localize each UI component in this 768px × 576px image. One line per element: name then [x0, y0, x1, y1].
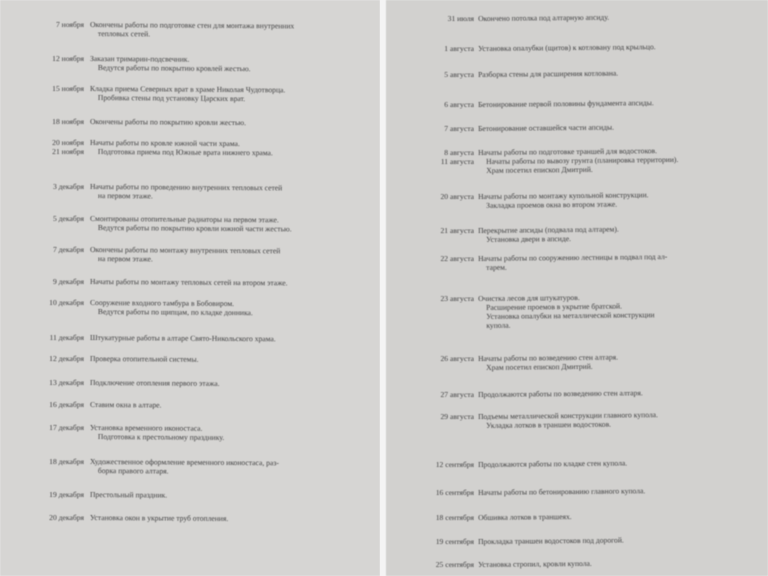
entry-date-line: 18 ноября	[52, 117, 84, 126]
entry-text-line: Начаты работы по вывозу грунта (планировка территории).	[486, 154, 679, 166]
entry-date-line: 1 августа	[444, 44, 474, 53]
entry-date	[8, 138, 84, 156]
entry-text-line: Окончены работы по подготовке стен для монтажа внутренних	[89, 20, 295, 31]
entry-text	[478, 145, 758, 175]
entry-text	[90, 138, 350, 158]
entry-text-line: Окончено потолка под алтарную апсиду.	[478, 12, 610, 23]
entry-text-line: Ставим окна в алтаре.	[89, 400, 162, 410]
entry-date	[8, 333, 84, 342]
entry-text	[90, 423, 350, 443]
entry-date-line: 29 августа	[440, 412, 474, 421]
entry-text	[90, 277, 350, 288]
entry-text	[478, 557, 758, 569]
entry-text-line: Подготовка приема под Южные врата нижнего храма.	[97, 147, 273, 158]
entry-text-line: Установка временного иконостаса.	[89, 423, 203, 433]
entry-text-line: Обшивка лотков в траншеях.	[478, 512, 572, 522]
entry-text	[90, 84, 350, 104]
entry-date-line: 18 сентября	[435, 513, 474, 522]
entry-text-line: Штукатурные работы в алтаре Свято-Никольского храма.	[89, 333, 276, 344]
entry-date-line: 11 августа	[440, 157, 474, 166]
entry-date	[8, 457, 84, 466]
entry-text-line: Продолжаются работы по возведению стен алтаря.	[478, 388, 643, 399]
entry-date	[8, 245, 84, 254]
entry-date	[8, 214, 84, 223]
entry-text-line: Начаты работы по монтажу тепловых сетей на втором этаже.	[89, 277, 288, 288]
entry-text-line: Начаты работы по возведению стен алтаря.	[478, 352, 619, 363]
entry-date	[8, 490, 84, 499]
entry-date-line: 22 августа	[440, 254, 474, 263]
entry-date	[398, 354, 474, 363]
entry-text	[90, 245, 350, 265]
left-page	[0, 0, 380, 576]
entry-text	[90, 400, 350, 411]
entry-text	[478, 409, 758, 430]
entry-text-line: Закладка проемов окна во втором этаже.	[486, 199, 618, 210]
entry-text	[90, 490, 350, 501]
entry-date-line: 11 декабря	[49, 333, 84, 342]
entry-date	[398, 513, 474, 522]
entry-date-line: 19 сентября	[435, 537, 474, 546]
entry-date	[398, 44, 474, 53]
entry-text-line: Ведутся работы по покрытию кровли южной части жестью.	[97, 223, 292, 234]
entry-text-line: Храм посетил епископ Дмитрий.	[486, 361, 593, 372]
entry-text	[478, 251, 758, 272]
entry-text-line: Расширение проемов в укрытие братской.	[486, 301, 623, 312]
entry-date-line: 9 декабря	[52, 277, 84, 286]
entry-date-line: 20 августа	[440, 192, 474, 201]
entry-date	[398, 412, 474, 421]
entry-date-line: 12 сентября	[435, 460, 474, 469]
entry-date-line: 3 декабря	[52, 182, 84, 191]
entry-text-line: Кладка приема Северных врат в храме Николая Чудотворца.	[89, 84, 286, 95]
entry-text-line: Проверка отопительной системы.	[89, 354, 199, 364]
entry-date-line: 25 сентября	[435, 560, 474, 569]
entry-text-line: Подключение отопления первого этажа.	[89, 378, 220, 388]
entry-text	[90, 457, 350, 477]
entry-date	[8, 117, 84, 126]
entry-text-line: тепловых сетей.	[97, 29, 151, 39]
entry-date	[398, 124, 474, 133]
entry-date-line: 8 августа	[444, 148, 474, 157]
entry-date-line: 7 ноября	[55, 20, 84, 29]
entry-date	[398, 70, 474, 79]
entry-date	[398, 14, 474, 23]
entry-date	[8, 298, 84, 307]
entry-text-line: Пробивка стены под установку Царских врат.	[97, 93, 246, 104]
entry-text	[90, 182, 350, 202]
entry-text	[90, 214, 350, 234]
entry-text-line: борка правого алтаря.	[97, 466, 169, 476]
entry-date	[8, 513, 84, 522]
entry-date-line: 12 ноября	[52, 54, 84, 63]
entry-date	[8, 54, 84, 63]
entry-date	[8, 277, 84, 286]
entry-text-line: Установка окон в укрытие труб отопления.	[89, 513, 229, 523]
entry-date	[8, 423, 84, 432]
entry-date-line: 17 декабря	[49, 423, 84, 432]
entry-date-line: 16 декабря	[49, 400, 84, 409]
entry-text-line: Установка опалубки (щитов) к котловану под крыльцо.	[478, 42, 656, 53]
entry-date-line: 19 декабря	[49, 490, 84, 499]
entry-text	[90, 117, 350, 128]
entry-text-line: купола.	[486, 320, 511, 330]
entry-date-line: 31 июля	[447, 14, 474, 23]
entry-date-line: 27 августа	[440, 390, 474, 399]
entry-date	[8, 354, 84, 363]
entry-date-line: 5 августа	[444, 70, 474, 79]
entry-text-line: Начаты работы по сооружению лестницы в подвал под ал-	[478, 252, 668, 263]
entry-text	[478, 223, 758, 244]
entry-text	[90, 333, 350, 344]
entry-text-line: Храм посетил епископ Дмитрий.	[486, 164, 593, 175]
entry-date-line: 7 августа	[444, 124, 474, 133]
entry-text	[478, 41, 758, 53]
entry-date-line: 16 сентября	[435, 488, 474, 497]
entry-date-line: 21 ноября	[52, 147, 84, 156]
entry-text	[478, 387, 758, 399]
entry-date	[8, 84, 84, 93]
entry-text	[90, 378, 350, 389]
entry-text	[478, 485, 758, 497]
entry-date-line: 23 августа	[440, 294, 474, 303]
entry-date-line: 6 августа	[444, 100, 474, 109]
entry-text	[90, 54, 350, 74]
entry-date-line: 13 декабря	[49, 378, 84, 387]
entry-date	[398, 100, 474, 109]
entry-date-line: 20 декабря	[49, 513, 84, 522]
entry-text	[90, 20, 350, 40]
entry-date	[398, 390, 474, 399]
entry-text-line: Очистка лесов для штукатуров.	[478, 292, 580, 303]
entry-text-line: Подготовка к престольному празднику.	[97, 432, 225, 442]
entry-text-line: Начаты работы по проведению внутренних тепловых сетей	[89, 182, 283, 193]
entry-date-line: 12 декабря	[49, 354, 84, 363]
entry-text-line: Прокладка траншеи водостоков под дорогой.	[478, 535, 624, 546]
entry-text-line: Установка двери в апсиде.	[486, 234, 572, 244]
entry-date	[8, 378, 84, 387]
entry-date-line: 26 августа	[440, 354, 474, 363]
entry-text-line: Разборка стены для расширения котлована.	[478, 68, 619, 79]
entry-text-line: Подъемы металлической конструкции главного купола.	[478, 410, 658, 421]
entry-text-line: Установка опалубки на металлической конструкции	[486, 310, 655, 321]
entry-text	[478, 510, 758, 522]
entry-text-line: на первом этаже.	[97, 254, 153, 264]
entry-text-line: Продолжаются работы по кладке стен купола.	[478, 458, 628, 469]
entry-text	[478, 534, 758, 546]
entry-text	[478, 97, 758, 109]
entry-date-line: 5 декабря	[52, 214, 84, 223]
entry-text	[478, 457, 758, 469]
entry-text-line: Ведутся работы по щипцам, по кладке донника.	[97, 307, 253, 318]
entry-text-line: Заказан тримарин-подсвечник.	[89, 54, 190, 64]
entry-text	[90, 298, 350, 318]
entry-text-line: Укладка лотков в траншеи водостоков.	[486, 419, 612, 430]
entry-text	[478, 351, 758, 372]
entry-text	[478, 189, 758, 210]
entry-date	[8, 20, 84, 29]
entry-text	[478, 11, 758, 23]
entry-text-line: Сооружение входного тамбура в Бобовиром.	[89, 298, 235, 309]
entry-text	[478, 291, 758, 330]
entry-date	[398, 226, 474, 235]
entry-text-line: Смонтированы отопительные радиаторы на первом этаже.	[89, 214, 279, 225]
entry-text-line: Начаты работы по кровле южной части храма.	[89, 138, 240, 149]
entry-text-line: Установка стропил, кровли купола.	[478, 558, 592, 569]
entry-text-line: Окончены работы по монтажу внутренних тепловых сетей	[89, 245, 281, 256]
right-page	[386, 0, 768, 576]
entry-date	[398, 537, 474, 546]
entry-text-line: Престольный праздник.	[89, 490, 168, 500]
entry-date	[398, 294, 474, 303]
entry-text-line: тарем.	[486, 262, 507, 272]
entry-text-line: Начаты работы по подготовке траншей для водостоков.	[478, 146, 658, 157]
entry-text	[90, 354, 350, 365]
entry-date-line: 10 декабря	[49, 298, 84, 307]
entry-text-line: Окончены работы по покрытию кровли жестью.	[89, 117, 247, 128]
entry-text	[478, 121, 758, 133]
entry-date-line: 18 декабря	[49, 457, 84, 466]
entry-date	[398, 560, 474, 569]
entry-text-line: Бетонирование первой половины фундамента апсиды.	[478, 98, 654, 109]
entry-date-line: 7 декабря	[52, 245, 84, 254]
entry-date-line: 20 ноября	[52, 138, 84, 147]
entry-text	[478, 67, 758, 79]
entry-text-line: Перекрытие апсиды (подвала под алтарем).	[478, 224, 619, 235]
entry-text-line: Начаты работы по бетонированию главного купола.	[478, 486, 646, 497]
entry-date-line: 15 ноября	[52, 84, 84, 93]
entry-date	[8, 182, 84, 191]
entry-text-line: на первом этаже.	[97, 191, 153, 201]
entry-date	[398, 192, 474, 201]
entry-text-line: Начаты работы по монтажу купольной конструкции.	[478, 190, 649, 201]
entry-date-line: 21 августа	[440, 226, 474, 235]
entry-text-line: Ведутся работы по покрытию кровлей жестью.	[97, 63, 251, 74]
entry-date	[398, 488, 474, 497]
entry-text	[90, 513, 350, 524]
entry-text-line: Художественное оформление временного иконостаса, раз-	[89, 457, 279, 468]
entry-date	[398, 148, 474, 166]
entry-text-line: Бетонирование оставшейся части апсиды.	[478, 122, 615, 133]
entry-date	[8, 400, 84, 409]
entry-date	[398, 460, 474, 469]
entry-date	[398, 254, 474, 263]
